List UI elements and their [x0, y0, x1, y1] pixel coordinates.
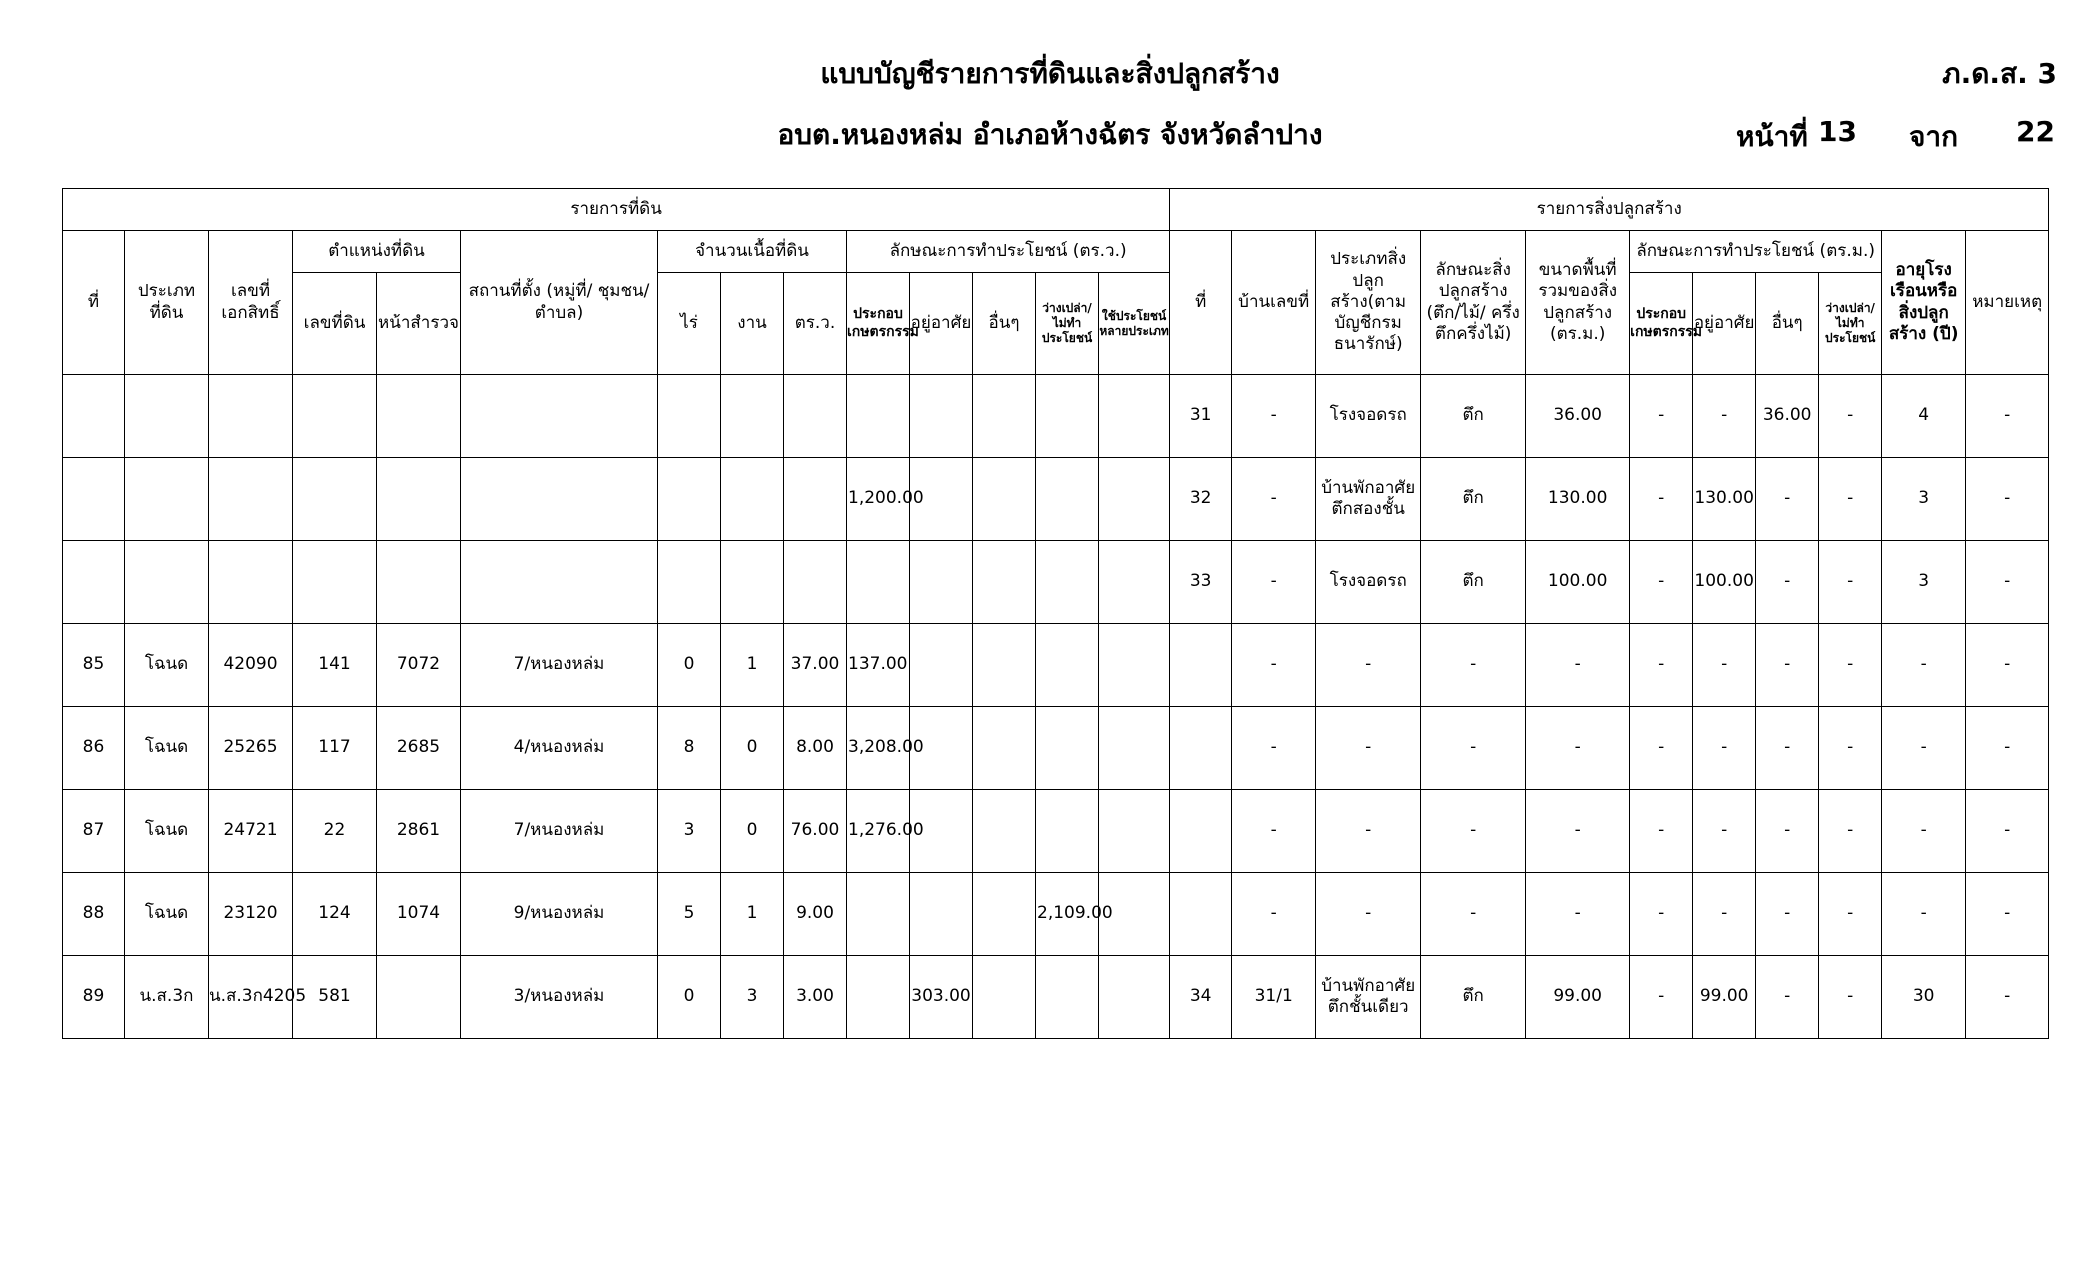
table-cell: 1	[721, 873, 784, 956]
document-title: แบบบัญชีรายการที่ดินและสิ่งปลูกสร้าง	[820, 57, 1280, 90]
table-cell	[1036, 541, 1099, 624]
table-cell: -	[1526, 873, 1630, 956]
table-cell: 25265	[209, 707, 293, 790]
table-cell: 33	[1170, 541, 1232, 624]
table-cell: -	[1526, 790, 1630, 873]
table-cell: 1,200.00	[847, 458, 910, 541]
table-cell: -	[1756, 707, 1819, 790]
table-row	[63, 956, 2049, 1039]
table-cell	[1099, 541, 1170, 624]
col-land-vacant: ว่างเปล่า/ไม่ทำประโยชน์	[1036, 273, 1099, 375]
section-land-header: รายการที่ดิน	[63, 189, 1170, 231]
table-cell	[1170, 707, 1232, 790]
table-cell	[721, 458, 784, 541]
table-cell: -	[1421, 707, 1526, 790]
table-row	[63, 707, 2049, 790]
table-cell: บ้านพักอาศัยตึกสองชั้น	[1316, 458, 1421, 541]
page-of-label: จาก	[1909, 120, 1959, 153]
table-cell: 4	[1882, 375, 1966, 458]
table-cell: 3	[1882, 458, 1966, 541]
table-cell: -	[1693, 790, 1756, 873]
col-land-use: ลักษณะการทำประโยชน์ (ตร.ว.)	[847, 231, 1170, 273]
table-cell: -	[1630, 707, 1693, 790]
col-ngan: งาน	[721, 273, 784, 375]
table-cell: โฉนด	[125, 707, 209, 790]
table-cell	[209, 458, 293, 541]
table-cell: 9/หนองหล่ม	[461, 873, 658, 956]
table-cell: โฉนด	[125, 873, 209, 956]
table-cell	[973, 541, 1036, 624]
table-cell	[658, 458, 721, 541]
table-cell	[1099, 375, 1170, 458]
table-cell: -	[1819, 458, 1882, 541]
col-parcel-no: เลขที่ดิน	[293, 273, 377, 375]
table-cell: 4/หนองหล่ม	[461, 707, 658, 790]
col-land-agri: ประกอบเกษตรกรรม	[847, 273, 910, 375]
table-cell: 2,109.00	[1036, 873, 1099, 956]
table-cell	[658, 375, 721, 458]
table-cell: 7/หนองหล่ม	[461, 624, 658, 707]
table-cell	[125, 541, 209, 624]
table-cell: -	[1232, 790, 1316, 873]
table-cell: -	[1966, 707, 2049, 790]
table-cell: โรงจอดรถ	[1316, 375, 1421, 458]
table-cell: 141	[293, 624, 377, 707]
table-cell: 34	[1170, 956, 1232, 1039]
table-cell	[63, 458, 125, 541]
table-body	[63, 375, 2049, 1039]
page-label: หน้าที่	[1736, 120, 1808, 153]
table-cell: 1074	[377, 873, 461, 956]
table-cell: -	[1819, 790, 1882, 873]
table-cell: -	[1421, 624, 1526, 707]
table-cell: 5	[658, 873, 721, 956]
table-cell: -	[1421, 873, 1526, 956]
table-row	[63, 873, 2049, 956]
table-cell	[1170, 873, 1232, 956]
table-cell	[293, 458, 377, 541]
table-cell: 3	[1882, 541, 1966, 624]
table-cell: ตึก	[1421, 541, 1526, 624]
table-row	[63, 458, 2049, 541]
table-cell: 2861	[377, 790, 461, 873]
table-cell	[973, 873, 1036, 956]
table-cell	[125, 458, 209, 541]
table-cell	[973, 458, 1036, 541]
table-cell: โฉนด	[125, 790, 209, 873]
table-cell: น.ส.3ก	[125, 956, 209, 1039]
table-cell	[910, 541, 973, 624]
table-cell: -	[1966, 956, 2049, 1039]
col-location: สถานที่ตั้ง (หมู่ที่/ ชุมชน/ ตำบล)	[461, 231, 658, 375]
col-land-res: อยู่อาศัย	[910, 273, 973, 375]
table-cell: -	[1630, 541, 1693, 624]
table-cell	[721, 541, 784, 624]
table-cell: 42090	[209, 624, 293, 707]
table-cell: -	[1232, 873, 1316, 956]
col-building-area: ขนาดพื้นที่รวมของสิ่งปลูกสร้าง (ตร.ม.)	[1526, 231, 1630, 375]
table-cell: -	[1316, 624, 1421, 707]
col-building-type: ประเภทสิ่งปลูกสร้าง(ตามบัญชีกรมธนารักษ์)	[1316, 231, 1421, 375]
table-cell: -	[1819, 624, 1882, 707]
table-cell: 36.00	[1756, 375, 1819, 458]
table-cell	[1036, 458, 1099, 541]
table-cell	[1099, 624, 1170, 707]
table-cell: -	[1526, 624, 1630, 707]
table-cell: -	[1630, 873, 1693, 956]
col-bldg-vacant: ว่างเปล่า/ไม่ทำประโยชน์	[1819, 273, 1882, 375]
table-cell	[1099, 956, 1170, 1039]
col-bldg-other: อื่นๆ	[1756, 273, 1819, 375]
table-cell: -	[1316, 873, 1421, 956]
table-cell: 1,276.00	[847, 790, 910, 873]
table-cell: -	[1966, 541, 2049, 624]
col-land-other: อื่นๆ	[973, 273, 1036, 375]
table-cell	[784, 458, 847, 541]
table-cell: -	[1316, 790, 1421, 873]
table-cell: -	[1232, 707, 1316, 790]
page-number: 13	[1818, 115, 1857, 148]
table-cell	[209, 541, 293, 624]
table-cell: บ้านพักอาศัยตึกชั้นเดียว	[1316, 956, 1421, 1039]
table-cell: 3,208.00	[847, 707, 910, 790]
table-cell: 130.00	[1526, 458, 1630, 541]
table-cell	[377, 458, 461, 541]
table-cell	[847, 873, 910, 956]
table-cell: 89	[63, 956, 125, 1039]
table-cell: -	[1232, 541, 1316, 624]
table-cell	[461, 458, 658, 541]
table-cell	[293, 375, 377, 458]
col-survey-page: หน้าสำรวจ	[377, 273, 461, 375]
table-cell: 88	[63, 873, 125, 956]
table-cell: 3	[658, 790, 721, 873]
table-cell: 24721	[209, 790, 293, 873]
table-cell	[973, 790, 1036, 873]
table-cell: -	[1421, 790, 1526, 873]
col-rai: ไร่	[658, 273, 721, 375]
table-cell: 8	[658, 707, 721, 790]
table-cell: -	[1882, 624, 1966, 707]
table-cell: -	[1756, 873, 1819, 956]
table-cell: 36.00	[1526, 375, 1630, 458]
table-cell: โฉนด	[125, 624, 209, 707]
table-cell	[377, 541, 461, 624]
col-bldg-res: อยู่อาศัย	[1693, 273, 1756, 375]
table-cell: 0	[658, 624, 721, 707]
form-code: ภ.ด.ส. 3	[1942, 57, 2057, 90]
table-cell: -	[1882, 707, 1966, 790]
table-cell	[658, 541, 721, 624]
table-cell: -	[1819, 956, 1882, 1039]
table-cell	[1036, 790, 1099, 873]
table-row	[63, 375, 2049, 458]
table-cell	[1170, 624, 1232, 707]
table-cell	[910, 375, 973, 458]
table-cell	[1099, 790, 1170, 873]
table-cell: -	[1819, 873, 1882, 956]
col-building-use: ลักษณะการทำประโยชน์ (ตร.ม.)	[1630, 231, 1882, 273]
table-cell: -	[1966, 624, 2049, 707]
table-cell	[377, 956, 461, 1039]
table-cell: -	[1630, 458, 1693, 541]
table-cell	[784, 375, 847, 458]
table-cell: -	[1966, 873, 2049, 956]
table-cell	[847, 541, 910, 624]
table-cell: 22	[293, 790, 377, 873]
table-cell: -	[1232, 458, 1316, 541]
table-cell: 0	[721, 707, 784, 790]
table-cell	[293, 541, 377, 624]
table-cell: น.ส.3ก4205	[209, 956, 293, 1039]
col-building-age: อายุโรงเรือนหรือสิ่งปลูกสร้าง (ปี)	[1882, 231, 1966, 375]
table-cell	[973, 375, 1036, 458]
table-cell	[847, 956, 910, 1039]
table-cell: 7/หนองหล่ม	[461, 790, 658, 873]
table-cell: 32	[1170, 458, 1232, 541]
col-land-multi: ใช้ประโยชน์หลายประเภท	[1099, 273, 1170, 375]
table-cell: 23120	[209, 873, 293, 956]
table-row	[63, 790, 2049, 873]
table-cell: -	[1966, 375, 2049, 458]
table-cell	[125, 375, 209, 458]
table-cell: 1	[721, 624, 784, 707]
col-no: ที่	[63, 231, 125, 375]
table-cell: 7072	[377, 624, 461, 707]
table-cell: -	[1966, 458, 2049, 541]
col-deed-no: เลขที่เอกสิทธิ์	[209, 231, 293, 375]
table-cell	[1036, 624, 1099, 707]
table-cell: -	[1756, 458, 1819, 541]
table-cell: 30	[1882, 956, 1966, 1039]
document-subtitle: อบต.หนองหล่ม อำเภอห้างฉัตร จังหวัดลำปาง	[777, 118, 1323, 151]
table-cell: 0	[658, 956, 721, 1039]
table-cell: 31	[1170, 375, 1232, 458]
table-cell	[973, 956, 1036, 1039]
table-cell: -	[1882, 790, 1966, 873]
table-cell: -	[1756, 541, 1819, 624]
table-cell: ตึก	[1421, 458, 1526, 541]
table-row	[63, 624, 2049, 707]
table-cell: 137.00	[847, 624, 910, 707]
table-cell: -	[1693, 873, 1756, 956]
table-cell: -	[1232, 375, 1316, 458]
table-cell: -	[1966, 790, 2049, 873]
table-cell: 117	[293, 707, 377, 790]
table-cell: -	[1693, 375, 1756, 458]
table-cell: โรงจอดรถ	[1316, 541, 1421, 624]
table-cell	[209, 375, 293, 458]
table-cell	[1036, 375, 1099, 458]
table-cell: -	[1882, 873, 1966, 956]
table-cell: -	[1693, 624, 1756, 707]
table-cell	[973, 707, 1036, 790]
table-cell: ตึก	[1421, 375, 1526, 458]
table-cell	[721, 375, 784, 458]
table-row	[63, 541, 2049, 624]
col-sqwa: ตร.ว.	[784, 273, 847, 375]
table-cell: -	[1819, 707, 1882, 790]
table-cell	[1036, 956, 1099, 1039]
table-cell: -	[1756, 624, 1819, 707]
table-cell: 3/หนองหล่ม	[461, 956, 658, 1039]
table-cell: -	[1630, 790, 1693, 873]
table-cell: 581	[293, 956, 377, 1039]
table-cell: 9.00	[784, 873, 847, 956]
table-cell	[973, 624, 1036, 707]
table-cell: -	[1819, 541, 1882, 624]
table-cell: -	[1630, 956, 1693, 1039]
table-cell: 303.00	[910, 956, 973, 1039]
table-cell: ตึก	[1421, 956, 1526, 1039]
table-cell	[910, 873, 973, 956]
table-cell: -	[1756, 790, 1819, 873]
col-building-kind: ลักษณะสิ่งปลูกสร้าง (ตึก/ไม้/ ครึ่งตึกครึ่งไม้)	[1421, 231, 1526, 375]
register-table	[62, 188, 2049, 1039]
table-cell: 124	[293, 873, 377, 956]
table-cell: 130.00	[1693, 458, 1756, 541]
col-house-no: บ้านเลขที่	[1232, 231, 1316, 375]
table-cell	[1170, 790, 1232, 873]
table-cell	[63, 375, 125, 458]
col-building-no: ที่	[1170, 231, 1232, 375]
table-cell: -	[1232, 624, 1316, 707]
table-cell: 100.00	[1693, 541, 1756, 624]
table-cell	[461, 375, 658, 458]
table-cell: 0	[721, 790, 784, 873]
page-total: 22	[2016, 115, 2055, 148]
table-cell	[847, 375, 910, 458]
col-area: จำนวนเนื้อที่ดิน	[658, 231, 847, 273]
col-remark: หมายเหตุ	[1966, 231, 2049, 375]
table-cell: 87	[63, 790, 125, 873]
section-building-header: รายการสิ่งปลูกสร้าง	[1170, 189, 2049, 231]
col-position: ตำแหน่งที่ดิน	[293, 231, 461, 273]
table-cell: 99.00	[1693, 956, 1756, 1039]
table-cell: -	[1630, 375, 1693, 458]
table-cell: 86	[63, 707, 125, 790]
table-cell: -	[1693, 707, 1756, 790]
table-cell: 37.00	[784, 624, 847, 707]
table-cell: -	[1756, 956, 1819, 1039]
table-cell: 3.00	[784, 956, 847, 1039]
table-cell	[1036, 707, 1099, 790]
table-cell: 99.00	[1526, 956, 1630, 1039]
table-cell: 8.00	[784, 707, 847, 790]
table-cell	[784, 541, 847, 624]
table-cell: -	[1819, 375, 1882, 458]
table-cell	[461, 541, 658, 624]
table-cell: -	[1630, 624, 1693, 707]
table-cell	[63, 541, 125, 624]
table-cell: 3	[721, 956, 784, 1039]
col-bldg-agri: ประกอบเกษตรกรรม	[1630, 273, 1693, 375]
table-cell	[1099, 458, 1170, 541]
table-cell	[377, 375, 461, 458]
table-cell: 76.00	[784, 790, 847, 873]
table-cell: -	[1316, 707, 1421, 790]
table-cell: -	[1526, 707, 1630, 790]
table-cell: 85	[63, 624, 125, 707]
table-cell: 31/1	[1232, 956, 1316, 1039]
table-cell	[910, 624, 973, 707]
col-land-type: ประเภทที่ดิน	[125, 231, 209, 375]
table-cell: 100.00	[1526, 541, 1630, 624]
table-cell	[1099, 707, 1170, 790]
table-cell: 2685	[377, 707, 461, 790]
